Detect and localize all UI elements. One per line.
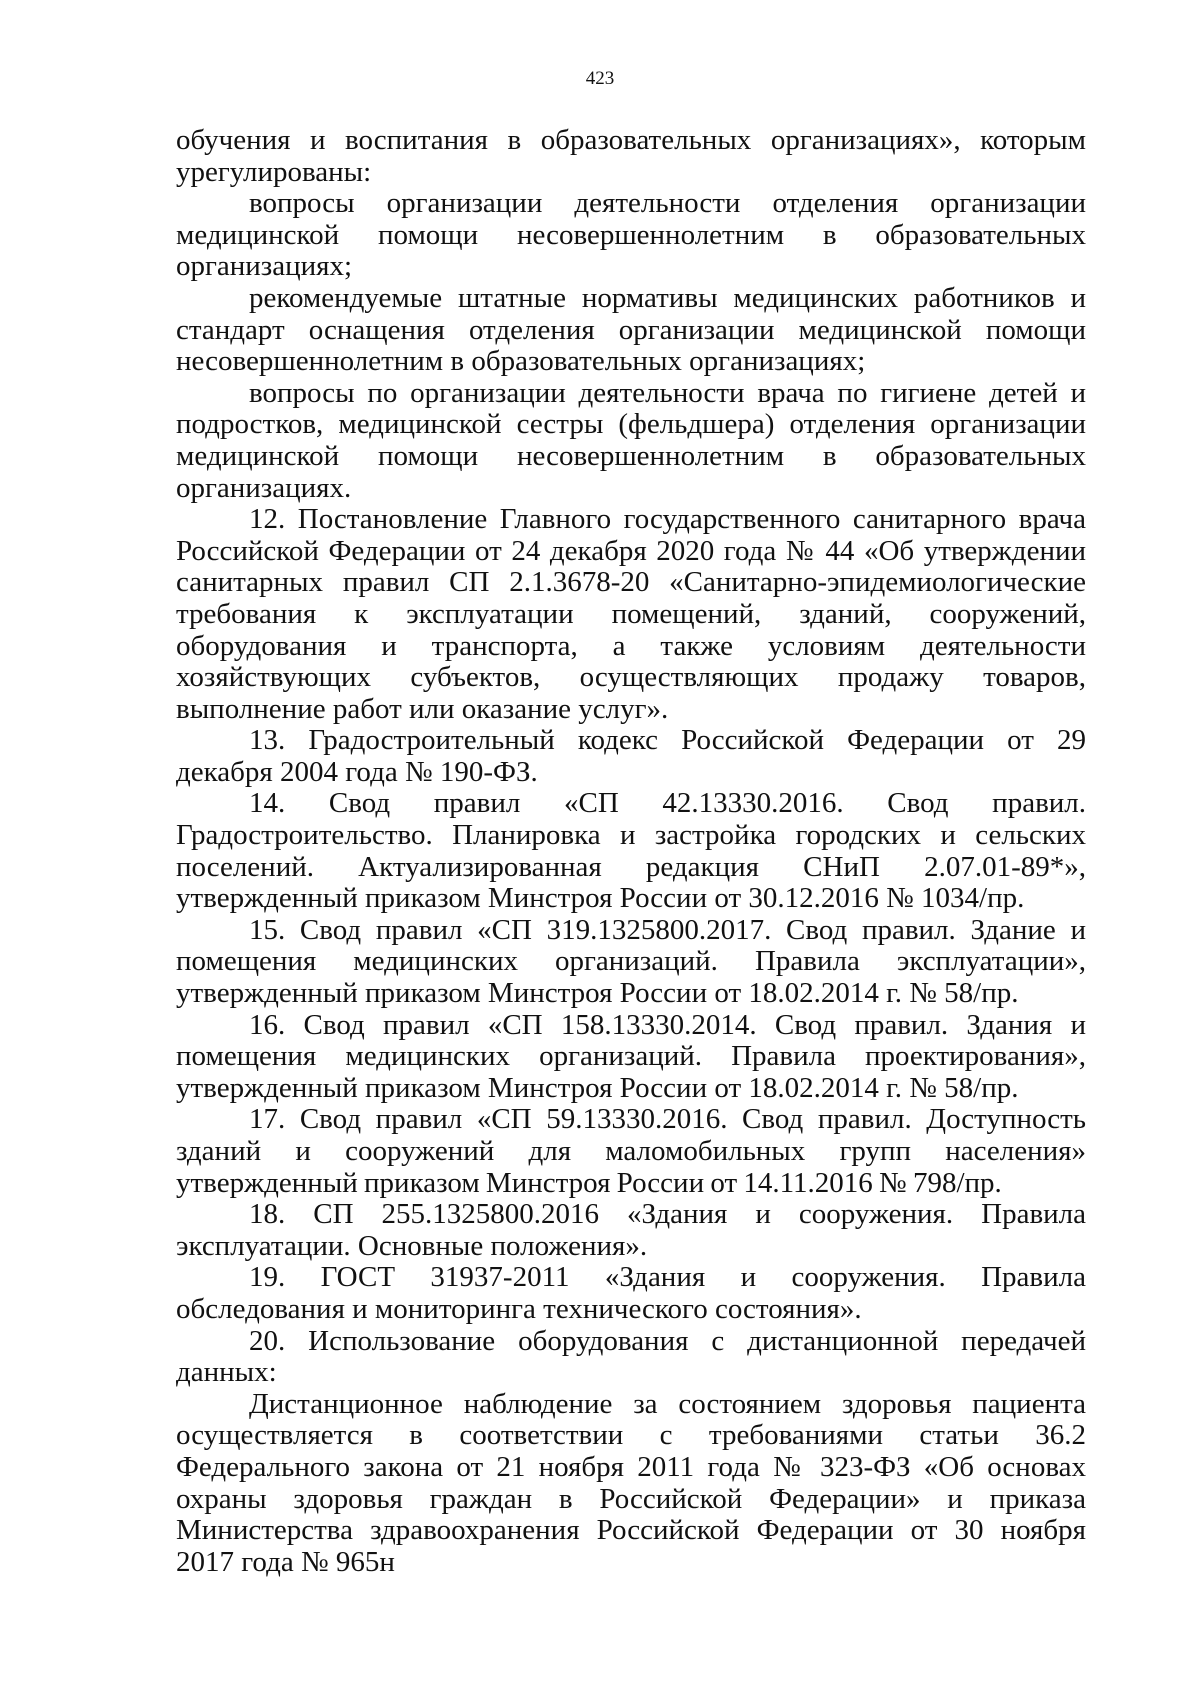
paragraph-item-14: 14. Свод правил «СП 42.13330.2016. Свод правил. Градостроительство. Планировка и застройка городских и сельских поселений. Актуализированная редакция СНиП 2.07.01-89*», утвержденный приказом Минстроя России от 30.12.2016 № 1034/пр. — [176, 787, 1086, 915]
paragraph-item-16: 16. Свод правил «СП 158.13330.2014. Свод правил. Здания и помещения медицинских организаций. Правила проектирования», утвержденный приказом Минстроя России от 18.02.2014 г. № 58/пр. — [176, 1008, 1086, 1104]
paragraph-item: рекомендуемые штатные нормативы медицинских работников и стандарт оснащения отделения организации медицинской помощи несовершеннолетним в образовательных организациях; — [176, 281, 1086, 378]
paragraph-item: вопросы организации деятельности отделения организации медицинской помощи несовершеннолетним в образовательных организациях; — [176, 187, 1086, 283]
paragraph-remote-monitoring: Дистанционное наблюдение за состоянием здоровья пациента осуществляется в соответствии с требованиями статьи 36.2 Федерального закона от 21 ноября 2011 года № 323-ФЗ «Об основах охраны здоровья граждан в Российской Федерации» и приказа Министерства здравоохранения Российской Федерации от 30 ноября 2017 года № 965н — [176, 1387, 1086, 1578]
document-body — [176, 125, 1086, 1578]
paragraph-item-15: 15. Свод правил «СП 319.1325800.2017. Свод правил. Здание и помещения медицинских организаций. Правила эксплуатации», утвержденный приказом Минстроя России от 18.02.2014 г. № 58/пр. — [176, 913, 1086, 1010]
page-number: 423 — [585, 68, 615, 89]
paragraph-item-17: 17. Свод правил «СП 59.13330.2016. Свод правил. Доступность зданий и сооружений для маломобильных групп населения» утвержденный приказом Минстроя России от 14.11.2016 № 798/пр. — [176, 1103, 1086, 1199]
paragraph-item: вопросы по организации деятельности врача по гигиене детей и подростков, медицинской сестры (фельдшера) отделения организации медицинской помощи несовершеннолетним в образовательных организациях. — [176, 376, 1086, 504]
paragraph-continuation: обучения и воспитания в образовательных организациях», которым урегулированы: — [176, 124, 1086, 188]
paragraph-item-20: 20. Использование оборудования с дистанционной передачей данных: — [176, 1324, 1086, 1389]
paragraph-item-18: 18. СП 255.1325800.2016 «Здания и сооружения. Правила эксплуатации. Основные положения». — [176, 1198, 1086, 1262]
paragraph-item-13: 13. Градостроительный кодекс Российской Федерации от 29 декабря 2004 года № 190-ФЗ. — [176, 724, 1086, 788]
paragraph-item-12: 12. Постановление Главного государственного санитарного врача Российской Федерации от 24 декабря 2020 года № 44 «Об утверждении санитарных правил СП 2.1.3678-20 «Санитарно-эпидемиологические требования к эксплуатации помещений, зданий, сооружений, оборудования и транспорта, а также условиям деятельности хозяйствующих субъектов, осуществляющих продажу товаров, выполнение работ или оказание услуг». — [176, 503, 1086, 725]
paragraph-item-19: 19. ГОСТ 31937-2011 «Здания и сооружения. Правила обследования и мониторинга технического состояния». — [176, 1261, 1086, 1325]
